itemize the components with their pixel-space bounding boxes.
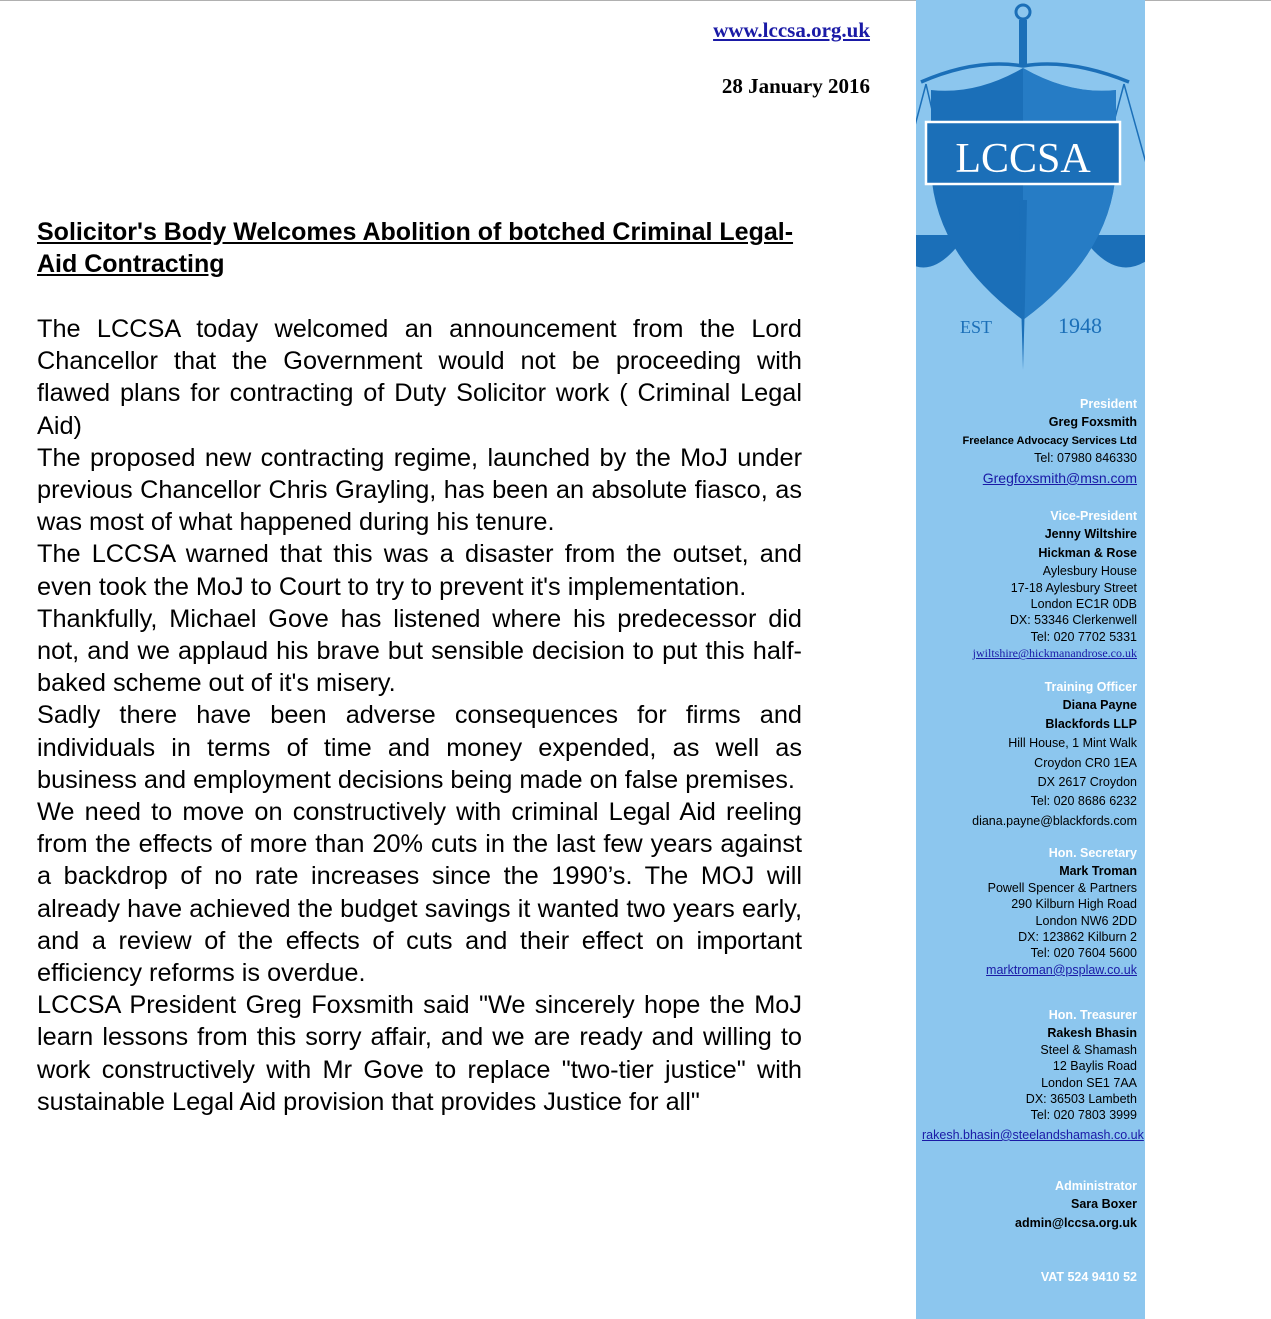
contact-secretary xyxy=(922,845,1137,978)
contact-firm: Freelance Advocacy Services Ltd xyxy=(962,434,1137,447)
body-paragraph: LCCSA President Greg Foxsmith said "We sincerely hope the MoJ learn lessons from this sorry affair, and we are ready and willing to work constructively with Mr Gove to replace "two-tier justice" with sustainable Legal Aid provision that provides Justice for all" xyxy=(37,991,802,1116)
logo-est: EST xyxy=(959,317,993,337)
contact-email[interactable]: admin@lccsa.org.uk xyxy=(1015,1215,1137,1230)
contact-email[interactable]: jwiltshire@hickmanandrose.co.uk xyxy=(972,646,1137,661)
logo-year: 1948 xyxy=(1058,313,1102,338)
contact-role: Hon. Secretary xyxy=(1048,846,1137,860)
contact-email[interactable]: Gregfoxsmith@msn.com xyxy=(982,469,1137,486)
contact-dx: DX: 36503 Lambeth xyxy=(1025,1092,1137,1107)
contact-address: 290 Kilburn High Road xyxy=(1011,897,1137,912)
contact-address: Hill House, 1 Mint Walk xyxy=(1008,736,1137,751)
letter-date: 28 January 2016 xyxy=(721,74,870,98)
website-link[interactable]: www.lccsa.org.uk xyxy=(713,18,870,42)
contact-firm: Powell Spencer & Partners xyxy=(987,880,1137,895)
contact-role: Administrator xyxy=(1055,1179,1137,1193)
contact-dx: DX: 53346 Clerkenwell xyxy=(1009,613,1137,628)
contact-tel: Tel: 07980 846330 xyxy=(1034,451,1137,466)
contact-address: London SE1 7AA xyxy=(1041,1075,1137,1090)
lccsa-logo xyxy=(916,0,1145,390)
contact-firm: Hickman & Rose xyxy=(1038,545,1137,560)
headline: Solicitor's Body Welcomes Abolition of botched Criminal Legal-Aid Contracting xyxy=(37,218,794,278)
body-paragraph: We need to move on constructively with criminal Legal Aid reeling from the effects of more than 20% cuts in the last few years against a backdrop of no rate increases since the 1990’s. The MOJ will already have achieved the budget savings it wanted two years early, and a review of the effects of cuts and their effect on important efficiency reforms is overdue. xyxy=(37,798,802,988)
body-paragraph: The LCCSA warned that this was a disaster from the outset, and even took the MoJ to Court to try to prevent it's implementation. xyxy=(37,540,802,601)
body-paragraph: Sadly there have been adverse consequences for firms and individuals in terms of time and money expended, as well as business and employment decisions being made on false premises. xyxy=(37,701,802,794)
contact-tel: Tel: 020 7604 5600 xyxy=(1030,946,1137,961)
contact-role: Vice-President xyxy=(1050,509,1137,523)
contact-administrator xyxy=(922,1178,1137,1231)
contact-email[interactable]: rakesh.bhasin@steelandshamash.co.uk xyxy=(922,1127,1144,1142)
contact-tel: Tel: 020 7803 3999 xyxy=(1030,1108,1137,1123)
contact-address: London EC1R 0DB xyxy=(1030,597,1137,612)
contact-training-officer xyxy=(922,679,1137,829)
contact-role: Hon. Treasurer xyxy=(1048,1008,1137,1022)
contact-name: Rakesh Bhasin xyxy=(1047,1026,1137,1041)
vat-number xyxy=(922,1269,1137,1285)
contact-treasurer xyxy=(922,1007,1144,1143)
contact-name: Greg Foxsmith xyxy=(1048,415,1137,430)
logo-text: LCCSA xyxy=(955,136,1091,182)
contacts-sidebar xyxy=(916,0,1145,1319)
body-paragraph: The proposed new contracting regime, launched by the MoJ under previous Chancellor Chris Grayling, has been an absolute fiasco, as was most of what happened during his tenure. xyxy=(37,443,802,537)
contact-role: President xyxy=(1080,397,1137,411)
contact-address: London NW6 2DD xyxy=(1035,913,1137,928)
contact-name: Mark Troman xyxy=(1059,864,1137,879)
contact-dx: DX: 123862 Kilburn 2 xyxy=(1018,930,1137,945)
contact-tel: Tel: 020 7702 5331 xyxy=(1030,629,1137,644)
vat-text: VAT 524 9410 52 xyxy=(1040,1270,1137,1284)
contact-address: 17-18 Aylesbury Street xyxy=(1010,580,1137,595)
contact-vice-president xyxy=(922,508,1137,662)
contact-name: Sara Boxer xyxy=(1070,1197,1137,1212)
contact-address: Aylesbury House xyxy=(1042,564,1137,579)
body-paragraph: Thankfully, Michael Gove has listened where his predecessor did not, and we applaud his brave but sensible decision to put this half-baked scheme out of it's misery. xyxy=(37,604,802,698)
contact-tel: Tel: 020 8686 6232 xyxy=(1030,794,1137,809)
contact-role: Training Officer xyxy=(1044,680,1137,694)
contact-email[interactable]: marktroman@psplaw.co.uk xyxy=(986,962,1137,977)
body-paragraph: The LCCSA today welcomed an announcement from the Lord Chancellor that the Government would not be proceeding with flawed plans for contracting of Duty Solicitor work ( Criminal Legal Aid) xyxy=(37,315,802,440)
contact-email[interactable]: diana.payne@blackfords.com xyxy=(972,813,1137,828)
contact-dx: DX 2617 Croydon xyxy=(1037,775,1137,790)
contact-firm: Blackfords LLP xyxy=(1045,716,1137,731)
contact-address: 12 Baylis Road xyxy=(1052,1059,1137,1074)
contact-address: Croydon CR0 1EA xyxy=(1034,755,1137,770)
contact-president xyxy=(922,396,1137,486)
contact-name: Diana Payne xyxy=(1062,698,1137,713)
press-release-body xyxy=(37,313,802,1118)
contact-firm: Steel & Shamash xyxy=(1040,1042,1137,1057)
contact-name: Jenny Wiltshire xyxy=(1044,527,1137,542)
